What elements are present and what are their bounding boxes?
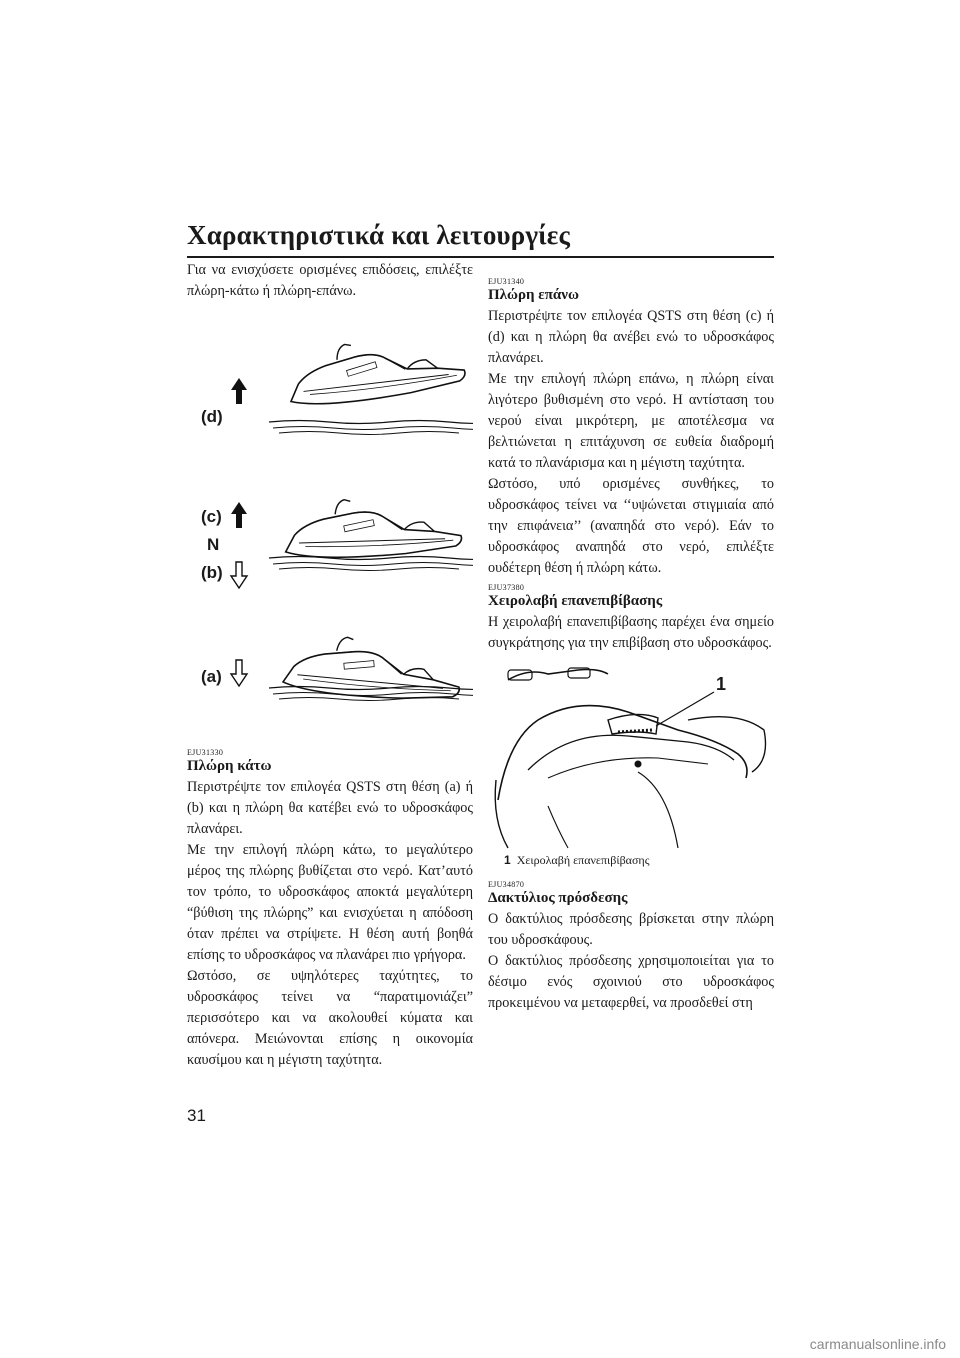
label-a: (a) xyxy=(201,667,222,686)
paragraph: Ο δακτύλιος πρόσδεσης βρίσκεται στην πλώρη του υδροσκάφους. xyxy=(488,911,774,948)
callout-1: 1 xyxy=(716,674,727,694)
caption-text: Χειρολαβή επανεπιβίβασης xyxy=(516,853,650,867)
reboarding-grip-illustration xyxy=(488,660,774,850)
label-n: N xyxy=(207,535,220,554)
paragraph: Περιστρέψτε τον επιλογέα QSTS στη θέση (c) ή (d) και η πλώρη θα ανέβει ενώ το υδροσκάφος πλανάρει. xyxy=(488,308,774,366)
page-title: Χαρακτηριστικά και λειτουργίες xyxy=(187,220,571,250)
label-c: (c) xyxy=(201,507,222,526)
paragraph: Ωστόσο, υπό ορισμένες συνθήκες, το υδροσκάφος τείνει να ‘‘υψώνεται στιγμιαία από την επιφάνεια’’ (αναπηδά στο νερό). Εάν το υδροσκάφος αναπηδά στο νερό, επιλέξτε ουδέτερη θέση ή πλώρη κάτω. xyxy=(488,476,774,576)
paragraph: Με την επιλογή πλώρη επάνω, η πλώρη είναι λιγότερο βυθισμένη στο νερό. Η αντίσταση του νερού είναι μικρότερη, με αποτέλεσμα να βελτιώνεται η επιτάχυνση σε ευθεία διαδρομή κατά το πλανάρισμα και η μέγιστη ταχύτητα. xyxy=(488,371,774,471)
section-heading: Δακτύλιος πρόσδεσης xyxy=(488,890,628,906)
paragraph: Περιστρέψτε τον επιλογέα QSTS στη θέση (a) ή (b) και η πλώρη θα κατέβει ενώ το υδροσκάφος πλανάρει. xyxy=(187,779,473,837)
section-heading: Χειρολαβή επανεπιβίβασης xyxy=(488,593,663,609)
label-b: (b) xyxy=(201,563,223,582)
paragraph: Ωστόσο, σε υψηλότερες ταχύτητες, το υδροσκάφος τείνει να “παρατιμονιάζει” περισσότερο και να ακολουθεί κύματα και απόνερα. Μειώνονται επίσης η οικονομία καυσίμου και η μέγιστη ταχύτητα. xyxy=(187,968,473,1068)
caption-number: 1 xyxy=(504,853,511,867)
arrow-up-icon xyxy=(231,378,247,404)
arrow-down-icon xyxy=(231,562,247,588)
right-column xyxy=(488,273,774,1014)
intro-text: Για να ενισχύσετε ορισμένες επιδόσεις, επιλέξτε πλώρη-κάτω ή πλώρη-επάνω. xyxy=(187,262,473,299)
section-code: EJU31340 xyxy=(488,277,525,286)
section-heading: Πλώρη κάτω xyxy=(187,758,272,774)
figure-caption xyxy=(504,852,774,868)
bow-position-figure xyxy=(187,306,473,726)
watermark: carmanualsonline.info xyxy=(809,1336,946,1352)
reboarding-grip-figure xyxy=(488,660,774,850)
section-code: EJU34870 xyxy=(488,880,525,889)
left-column xyxy=(187,260,473,1071)
header-rule xyxy=(187,256,774,258)
arrow-up-icon xyxy=(231,502,247,528)
section-code: EJU31330 xyxy=(187,748,224,757)
watercraft-positions-illustration xyxy=(187,306,473,726)
paragraph: Η χειρολαβή επανεπιβίβασης παρέχει ένα σημείο συγκράτησης για την επιβίβαση στο υδροσκάφος. xyxy=(488,614,774,651)
section-code: EJU37380 xyxy=(488,583,525,592)
paragraph: Ο δακτύλιος πρόσδεσης χρησιμοποιείται για το δέσιμο ενός σχοινιού στο υδροσκάφος προκειμένου να μεταφερθεί, να προσδεθεί στη xyxy=(488,953,774,1011)
paragraph: Με την επιλογή πλώρη κάτω, το μεγαλύτερο μέρος της πλώρης βυθίζεται στο νερό. Κατ’αυτό τον τρόπο, το υδροσκάφος αποκτά μεγαλύτερη “βύθιση της πλώρης” και ενισχύεται η απόδοση όταν πρέπει να στρίψετε. Η θέση αυτή βοηθά επίσης το υδροσκάφος να πλανάρει πιο γρήγορα. xyxy=(187,842,473,963)
page-number: 31 xyxy=(187,1106,206,1125)
page-header xyxy=(187,218,774,258)
section-heading: Πλώρη επάνω xyxy=(488,287,579,303)
label-d: (d) xyxy=(201,407,223,426)
arrow-down-icon xyxy=(231,660,247,686)
